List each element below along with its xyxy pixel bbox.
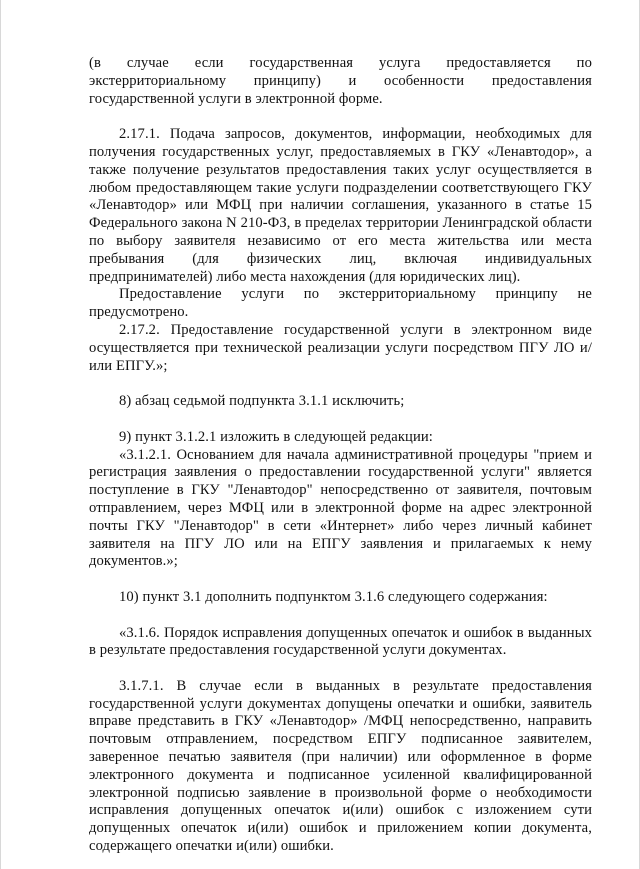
paragraph-extraterritorial: Предоставление услуги по экстерриториальному принципу не предусмотрено. xyxy=(89,286,592,321)
paragraph-2-17-2: 2.17.2. Предоставление государственной услуги в электронном виде осуществляется при технической реализации услуги посредством ПГУ ЛО и/или ЕПГУ.»; xyxy=(89,321,592,374)
left-scan-edge xyxy=(0,0,1,869)
paragraph-3-1-7-1: 3.1.7.1. В случае если в выданных в результате предоставления государственной услуги документах допущены опечатки и ошибки, заявитель вправе представить в ГКУ «Ленавтодор» /МФЦ непосредственно, направить почтовым отправлением, посредством ЕПГУ подписанное заявителем, заверенное печатью заявителя (при наличии) или оформленное в форме электронного документа и подписанное усиленной квалифицированной электронной подписью заявление в произвольной форме о необходимости исправления допущенных опечаток и(или) ошибок с изложением сути допущенных опечаток и(или) ошибок и приложением копии документа, содержащего опечатки и(или) ошибки. xyxy=(89,677,592,855)
document-body xyxy=(89,55,592,856)
paragraph-item-10: 10) пункт 3.1 дополнить подпунктом 3.1.6 следующего содержания: xyxy=(119,588,548,605)
paragraph-intro-continuation: (в случае если государственная услуга предоставляется по экстерриториальному принципу) и особенности предоставления государственной услуги в электронной форме. xyxy=(89,55,592,107)
paragraph-item-8: 8) абзац седьмой подпункта 3.1.1 исключить; xyxy=(119,393,405,410)
paragraph-3-1-2-1: «3.1.2.1. Основанием для начала административной процедуры "прием и регистрация заявления о предоставлении государственной услуги" является поступление в ГКУ "Ленавтодор" непосредственно от заявителя, почтовым отправлением, через МФЦ или в электронной форме на адрес электронной почты ГКУ "Ленавтодор" в сети «Интернет» либо через личный кабинет заявителя на ПГУ ЛО или на ЕПГУ заявления и прилагаемых к нему документов.»; xyxy=(89,446,592,570)
paragraph-2-17-1: 2.17.1. Подача запросов, документов, информации, необходимых для получения государственных услуг, предоставляемых в ГКУ «Ленавтодор», а также получение результатов предоставления таких услуг осуществляется в любом предоставляющем такие услуги подразделении соответствующего ГКУ «Ленавтодор» или МФЦ при наличии соглашения, указанного в статье 15 Федерального закона N 210-ФЗ, в пределах территории Ленинградской области по выбору заявителя независимо от его места жительства или места пребывания (для физических лиц, включая индивидуальных предпринимателей) либо места нахождения (для юридических лиц). xyxy=(89,126,592,285)
paragraph-3-1-6: «3.1.6. Порядок исправления допущенных опечаток и ошибок в выданных в результате предоставления государственной услуги документах. xyxy=(89,624,592,659)
paragraph-item-9: 9) пункт 3.1.2.1 изложить в следующей редакции: xyxy=(119,428,433,445)
